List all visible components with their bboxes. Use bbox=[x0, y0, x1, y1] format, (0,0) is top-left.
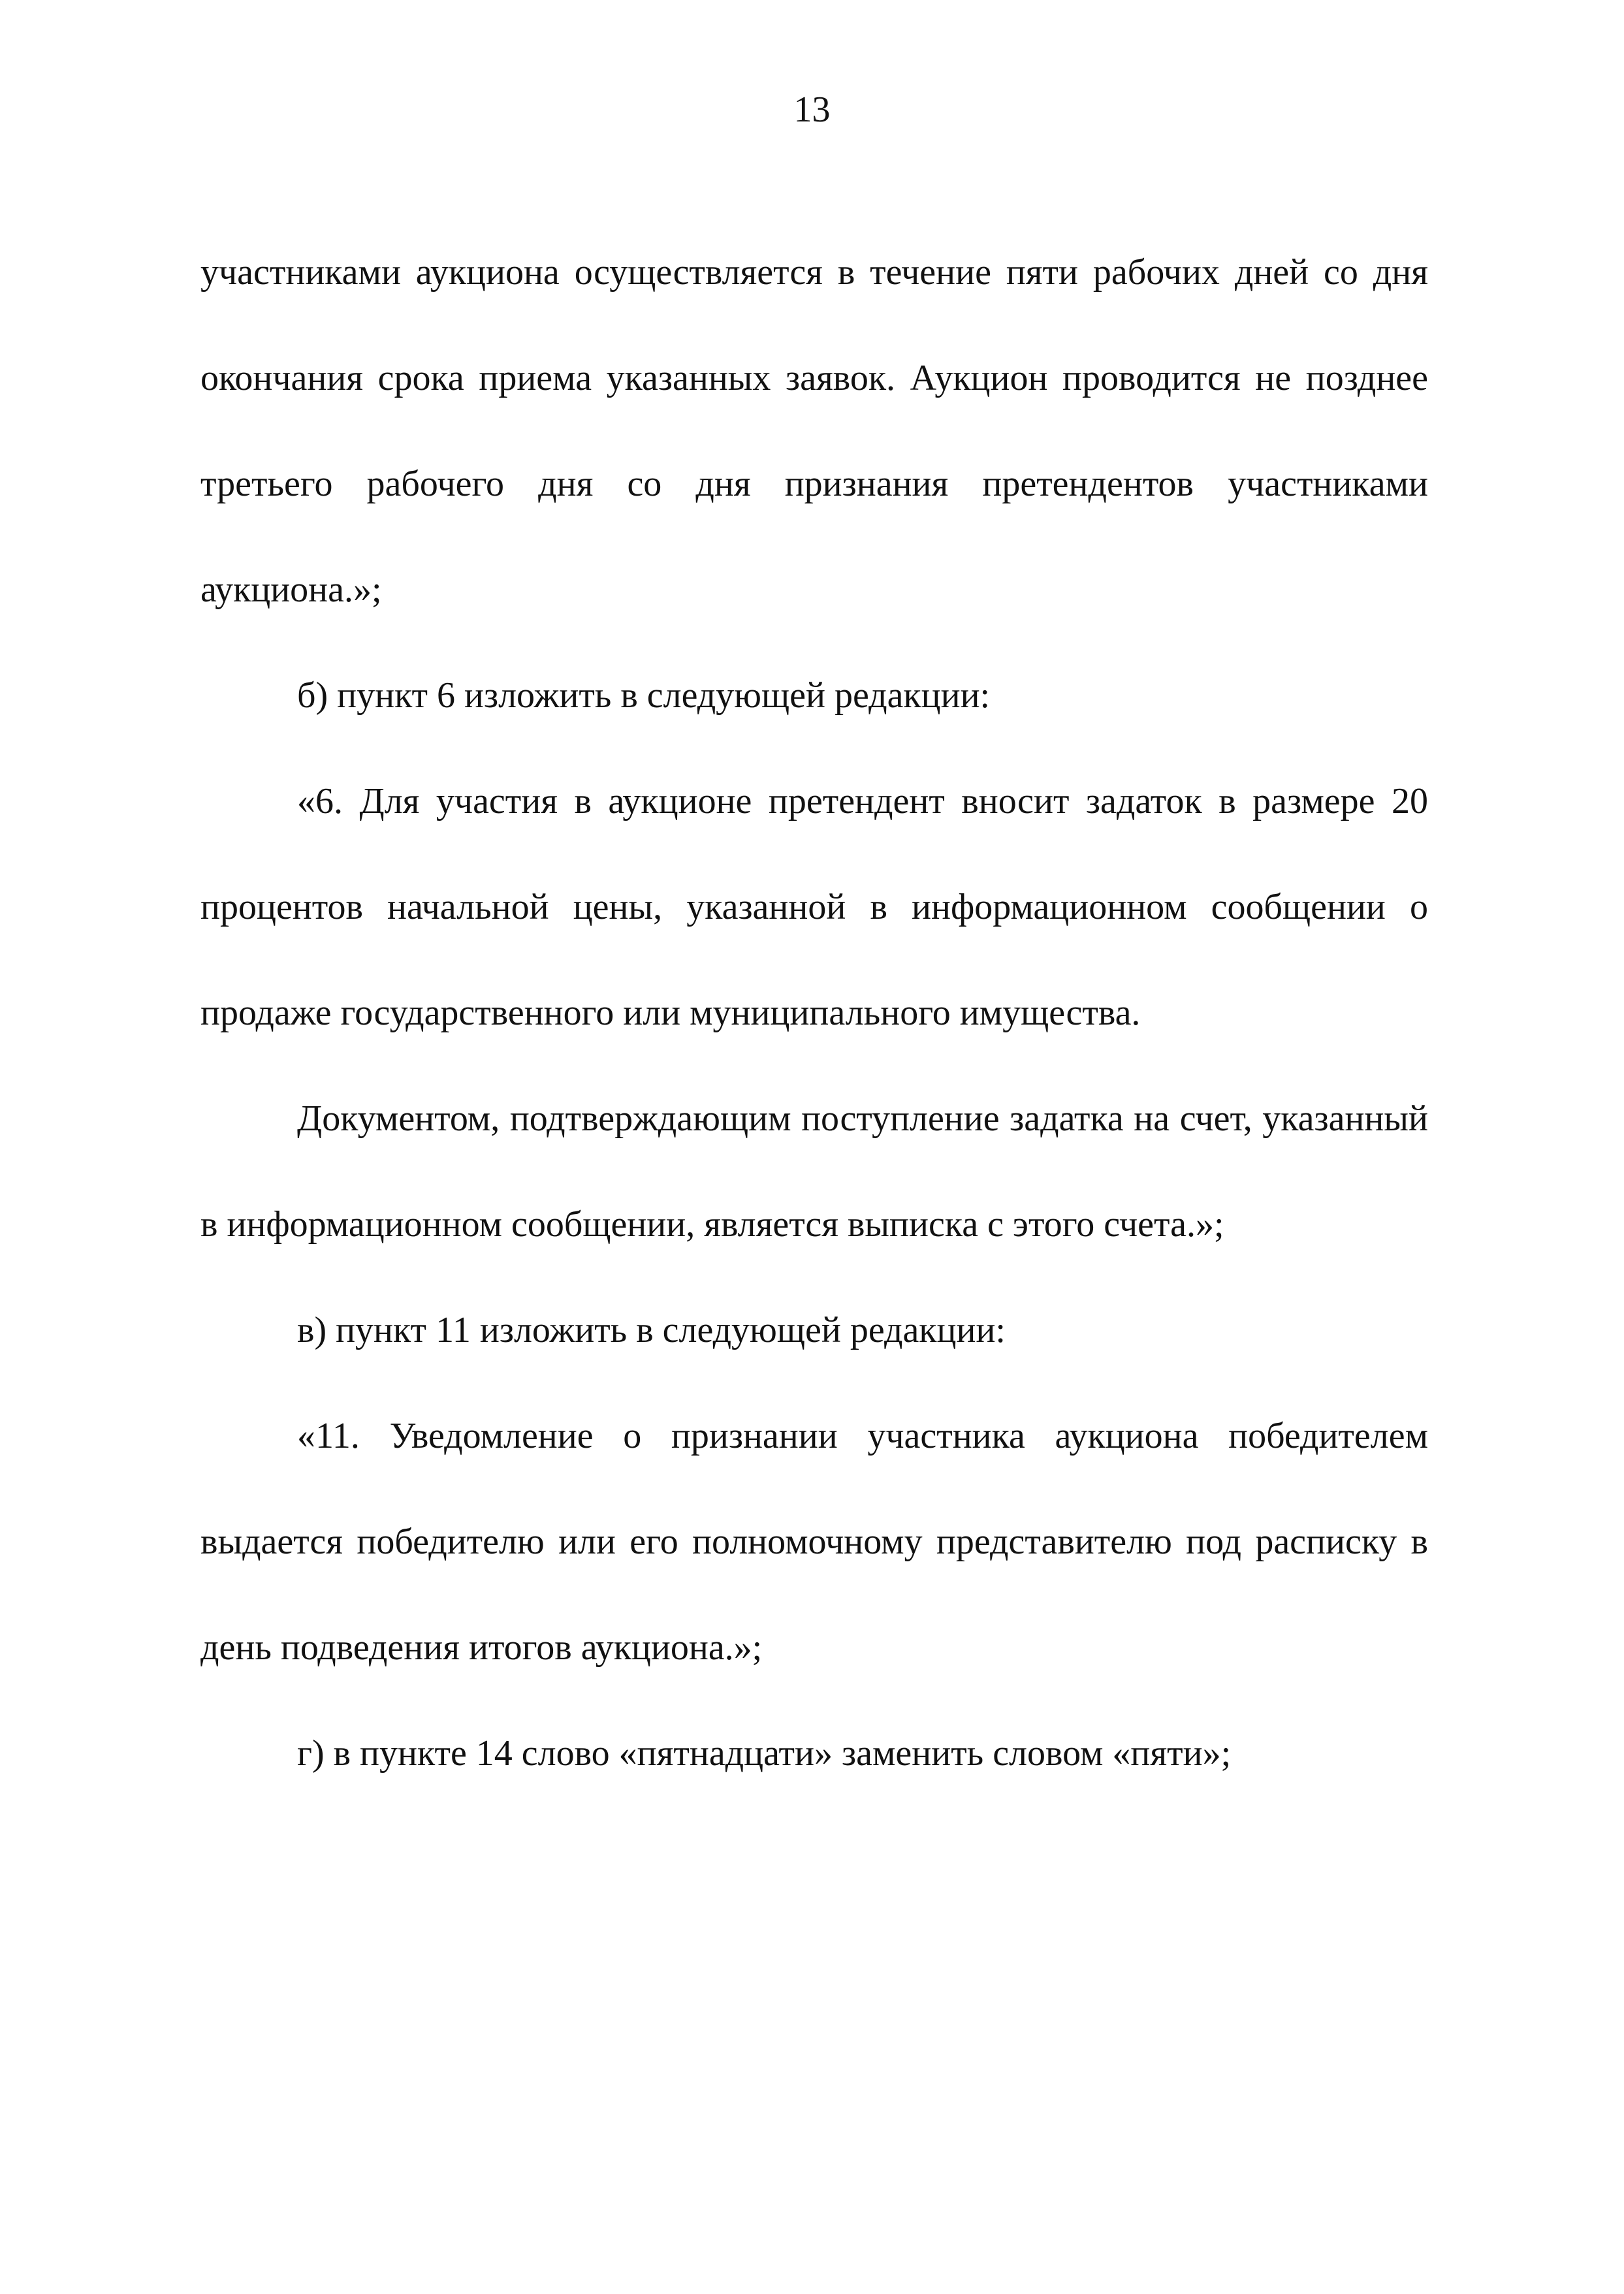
paragraph-item-6: «6. Для участия в аукционе претендент вносит задаток в размере 20 процентов начальной цены, указанной в информационном сообщении о продаже государственного или муниципального имущества. bbox=[200, 781, 1428, 1033]
paragraph-item-11: «11. Уведомление о признании участника аукциона победителем выдается победителю или его полномочному представителю под расписку в день подведения итогов аукциона.»; bbox=[200, 1416, 1428, 1668]
paragraph-deposit-document: Документом, подтверждающим поступление задатка на счет, указанный в информационном сообщении, является выписка с этого счета.»; bbox=[200, 1098, 1428, 1245]
paragraph-amendment-g: г) в пункте 14 слово «пятнадцати» заменить словом «пяти»; bbox=[297, 1733, 1232, 1774]
paragraph-amendment-b: б) пункт 6 изложить в следующей редакции: bbox=[297, 675, 991, 716]
page-number: 13 bbox=[793, 89, 831, 130]
paragraph-continuation: участниками аукциона осуществляется в течение пяти рабочих дней со дня окончания срока приема указанных заявок. Аукцион проводится не позднее третьего рабочего дня со дня признания претендентов участниками аукциона.»; bbox=[200, 252, 1428, 610]
document-body bbox=[200, 219, 1428, 1806]
paragraph-amendment-v: в) пункт 11 изложить в следующей редакции: bbox=[297, 1310, 1006, 1350]
